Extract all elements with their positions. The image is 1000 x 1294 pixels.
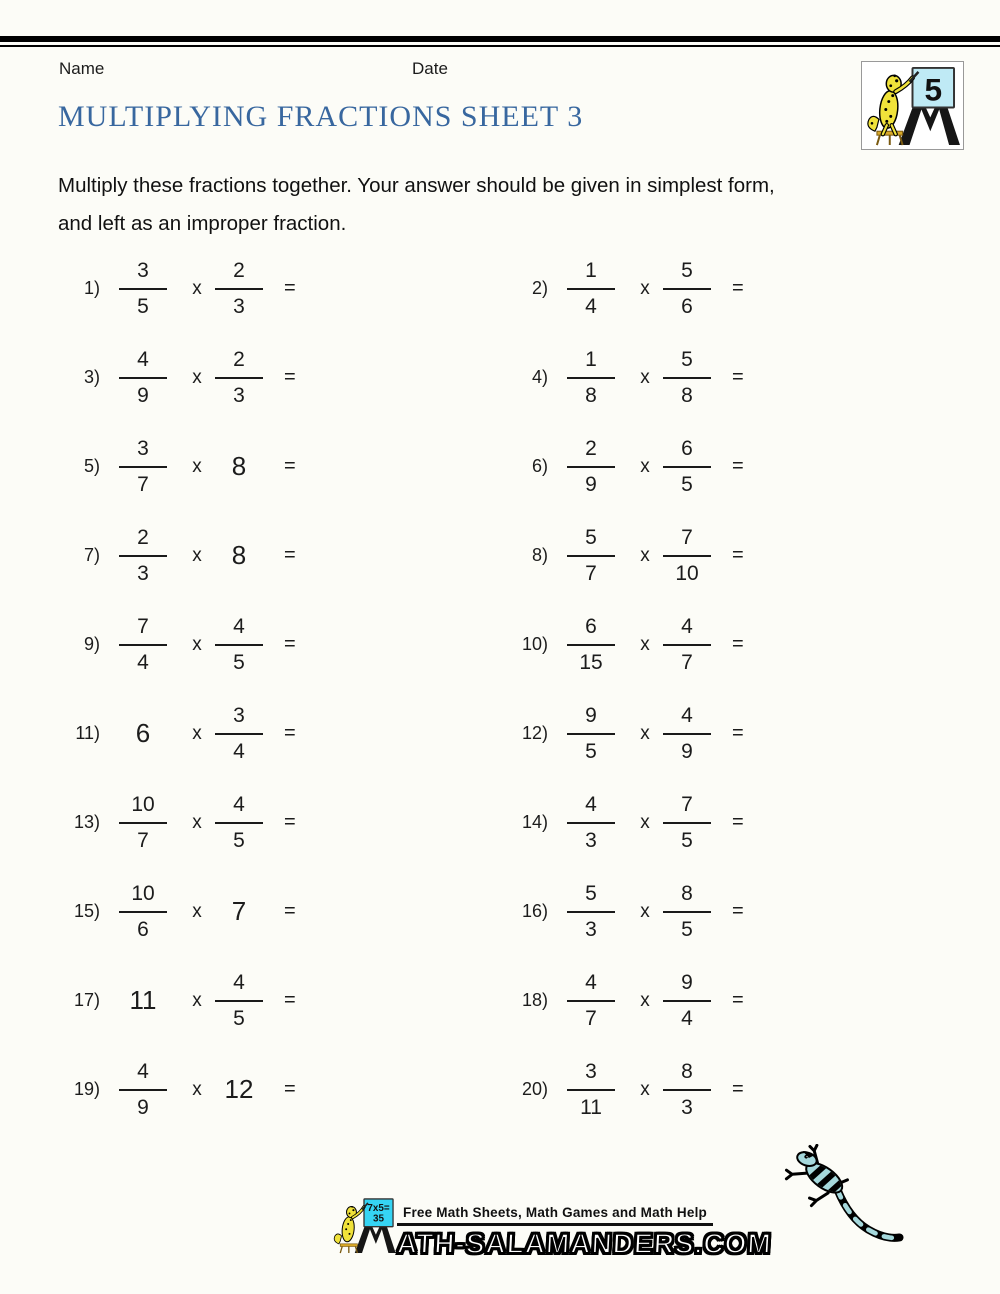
numerator: 4 bbox=[567, 793, 615, 824]
fraction-stack bbox=[215, 971, 263, 1031]
problem-row bbox=[56, 689, 446, 778]
fraction bbox=[548, 971, 634, 1031]
whole-number bbox=[100, 718, 186, 749]
salamander-body bbox=[878, 90, 900, 129]
fraction-stack bbox=[119, 259, 167, 319]
fraction-stack bbox=[215, 615, 263, 675]
header-logo bbox=[861, 61, 964, 150]
numerator: 4 bbox=[119, 348, 167, 379]
problem-number: 15) bbox=[73, 901, 100, 921]
times-operator: x bbox=[192, 455, 202, 477]
fraction bbox=[656, 437, 718, 497]
times-operator: x bbox=[192, 722, 202, 744]
numerator: 1 bbox=[567, 348, 615, 379]
denominator: 5 bbox=[681, 917, 693, 941]
equals-sign: = bbox=[732, 722, 744, 744]
fraction-stack bbox=[663, 259, 711, 319]
fraction bbox=[656, 882, 718, 942]
name-label: Name bbox=[59, 59, 105, 78]
fraction bbox=[656, 259, 718, 319]
numerator: 5 bbox=[663, 348, 711, 379]
footer-divider bbox=[397, 1223, 713, 1226]
problem-row bbox=[504, 422, 894, 511]
footer-salamander-eye bbox=[352, 1209, 354, 1211]
denominator: 3 bbox=[585, 828, 597, 852]
problem-number: 17) bbox=[73, 990, 100, 1010]
problem-row bbox=[504, 1045, 894, 1134]
fraction-stack bbox=[567, 793, 615, 853]
numerator: 5 bbox=[567, 882, 615, 913]
times-operator: x bbox=[640, 544, 650, 566]
equals-sign: = bbox=[732, 1078, 744, 1100]
problem-number: 13) bbox=[73, 812, 100, 832]
fraction-stack bbox=[215, 793, 263, 853]
denominator: 4 bbox=[137, 650, 149, 674]
equals-sign: = bbox=[732, 366, 744, 388]
equals-sign: = bbox=[284, 811, 296, 833]
times-operator: x bbox=[192, 633, 202, 655]
whole-value: 8 bbox=[231, 451, 247, 481]
footer-stool-legs bbox=[340, 1246, 357, 1253]
denominator: 10 bbox=[675, 561, 699, 585]
fraction-stack bbox=[119, 348, 167, 408]
problem-row bbox=[56, 333, 446, 422]
times-operator: x bbox=[640, 900, 650, 922]
denominator: 7 bbox=[585, 1006, 597, 1030]
footer-salamander-tail bbox=[334, 1234, 341, 1244]
problem-number: 19) bbox=[73, 1079, 100, 1099]
numerator: 4 bbox=[663, 615, 711, 646]
problem-row bbox=[56, 867, 446, 956]
fraction bbox=[548, 704, 634, 764]
fraction-stack bbox=[663, 526, 711, 586]
whole-number bbox=[208, 540, 270, 571]
fraction-stack bbox=[663, 615, 711, 675]
equals-sign: = bbox=[284, 633, 296, 655]
equals-sign: = bbox=[284, 544, 296, 566]
numerator: 6 bbox=[663, 437, 711, 468]
denominator: 5 bbox=[233, 650, 245, 674]
numerator: 7 bbox=[663, 526, 711, 557]
footer-tagline: Free Math Sheets, Math Games and Math Help bbox=[403, 1205, 707, 1220]
problems-right-column bbox=[504, 244, 894, 1134]
lizard-icon bbox=[780, 1144, 932, 1244]
fraction bbox=[548, 1060, 634, 1120]
fraction bbox=[208, 348, 270, 408]
fraction-stack bbox=[119, 882, 167, 942]
problem-number: 14) bbox=[521, 812, 548, 832]
top-rule-thin bbox=[0, 45, 1000, 47]
numerator: 7 bbox=[663, 793, 711, 824]
fraction-stack bbox=[663, 437, 711, 497]
problem-row bbox=[504, 689, 894, 778]
times-operator: x bbox=[640, 277, 650, 299]
problem-number: 3) bbox=[83, 367, 100, 387]
denominator: 9 bbox=[137, 383, 149, 407]
fraction bbox=[100, 882, 186, 942]
lizard-illustration bbox=[780, 1144, 932, 1249]
times-operator: x bbox=[192, 900, 202, 922]
denominator: 3 bbox=[681, 1095, 693, 1119]
fraction-stack bbox=[119, 526, 167, 586]
fraction bbox=[656, 793, 718, 853]
equals-sign: = bbox=[732, 989, 744, 1011]
numerator: 2 bbox=[567, 437, 615, 468]
whole-value: 6 bbox=[135, 718, 151, 748]
fraction bbox=[548, 259, 634, 319]
problem-row bbox=[56, 778, 446, 867]
denominator: 4 bbox=[681, 1006, 693, 1030]
fraction bbox=[656, 348, 718, 408]
fraction bbox=[208, 259, 270, 319]
denominator: 3 bbox=[585, 917, 597, 941]
numerator: 2 bbox=[215, 259, 263, 290]
fraction bbox=[100, 526, 186, 586]
fraction-stack bbox=[119, 615, 167, 675]
denominator: 11 bbox=[580, 1095, 602, 1119]
denominator: 7 bbox=[585, 561, 597, 585]
equals-sign: = bbox=[284, 366, 296, 388]
fraction bbox=[100, 1060, 186, 1120]
numerator: 5 bbox=[567, 526, 615, 557]
date-label: Date bbox=[412, 59, 448, 78]
problem-number: 9) bbox=[83, 634, 100, 654]
footer-card-line-2: 35 bbox=[373, 1213, 385, 1225]
times-operator: x bbox=[192, 544, 202, 566]
equals-sign: = bbox=[284, 455, 296, 477]
footer-salamander-logo-icon bbox=[331, 1196, 397, 1256]
lizard-tail-bands bbox=[829, 1190, 900, 1244]
fraction-stack bbox=[215, 704, 263, 764]
problem-number: 16) bbox=[521, 901, 548, 921]
denominator: 5 bbox=[137, 294, 149, 318]
fraction bbox=[656, 704, 718, 764]
footer-logo bbox=[331, 1196, 397, 1261]
page-title: MULTIPLYING FRACTIONS SHEET 3 bbox=[58, 100, 584, 133]
problem-number: 7) bbox=[83, 545, 100, 565]
instructions-line-2: and left as an improper fraction. bbox=[58, 212, 347, 235]
fraction-stack bbox=[119, 793, 167, 853]
problem-number: 8) bbox=[531, 545, 548, 565]
fraction bbox=[208, 971, 270, 1031]
numerator: 4 bbox=[119, 1060, 167, 1091]
problem-number: 18) bbox=[521, 990, 548, 1010]
fraction bbox=[208, 793, 270, 853]
denominator: 5 bbox=[585, 739, 597, 763]
equals-sign: = bbox=[284, 989, 296, 1011]
denominator: 9 bbox=[585, 472, 597, 496]
equals-sign: = bbox=[732, 811, 744, 833]
top-rule-thick bbox=[0, 36, 1000, 42]
denominator: 9 bbox=[681, 739, 693, 763]
times-operator: x bbox=[192, 277, 202, 299]
fraction-stack bbox=[567, 615, 615, 675]
numerator: 4 bbox=[663, 704, 711, 735]
fraction bbox=[100, 348, 186, 408]
fraction-stack bbox=[215, 259, 263, 319]
fraction bbox=[656, 526, 718, 586]
denominator: 4 bbox=[585, 294, 597, 318]
problem-row bbox=[504, 600, 894, 689]
denominator: 7 bbox=[137, 828, 149, 852]
denominator: 7 bbox=[681, 650, 693, 674]
fraction-stack bbox=[663, 1060, 711, 1120]
whole-number bbox=[208, 1074, 270, 1105]
numerator: 9 bbox=[663, 971, 711, 1002]
denominator: 5 bbox=[233, 1006, 245, 1030]
salamander-logo-icon bbox=[862, 62, 963, 149]
times-operator: x bbox=[640, 455, 650, 477]
fraction bbox=[548, 348, 634, 408]
numerator: 8 bbox=[663, 1060, 711, 1091]
fraction bbox=[100, 259, 186, 319]
problem-number: 10) bbox=[521, 634, 548, 654]
problem-row bbox=[504, 867, 894, 956]
whole-value: 12 bbox=[224, 1074, 254, 1104]
numerator: 3 bbox=[119, 437, 167, 468]
fraction bbox=[548, 526, 634, 586]
times-operator: x bbox=[192, 989, 202, 1011]
denominator: 3 bbox=[137, 561, 149, 585]
fraction-stack bbox=[119, 1060, 167, 1120]
numerator: 8 bbox=[663, 882, 711, 913]
denominator: 3 bbox=[233, 383, 245, 407]
numerator: 3 bbox=[215, 704, 263, 735]
equals-sign: = bbox=[284, 1078, 296, 1100]
times-operator: x bbox=[640, 366, 650, 388]
fraction bbox=[656, 971, 718, 1031]
problem-number: 6) bbox=[531, 456, 548, 476]
problem-number: 2) bbox=[531, 278, 548, 298]
fraction bbox=[100, 615, 186, 675]
denominator: 6 bbox=[137, 917, 149, 941]
problem-row bbox=[504, 511, 894, 600]
fraction-stack bbox=[119, 437, 167, 497]
problem-number: 4) bbox=[531, 367, 548, 387]
fraction bbox=[100, 793, 186, 853]
footer-salamander-body bbox=[341, 1216, 355, 1242]
salamander-tail bbox=[868, 116, 879, 131]
problem-row bbox=[504, 333, 894, 422]
fraction bbox=[548, 882, 634, 942]
times-operator: x bbox=[640, 633, 650, 655]
card-number: 5 bbox=[924, 71, 943, 108]
denominator: 3 bbox=[233, 294, 245, 318]
whole-value: 8 bbox=[231, 540, 247, 570]
problem-number: 11) bbox=[75, 723, 100, 743]
fraction bbox=[548, 437, 634, 497]
fraction-stack bbox=[567, 704, 615, 764]
footer-card-line-1: 7x5= bbox=[367, 1202, 390, 1214]
fraction-stack bbox=[663, 793, 711, 853]
denominator: 8 bbox=[681, 383, 693, 407]
problem-row bbox=[56, 956, 446, 1045]
times-operator: x bbox=[192, 811, 202, 833]
equals-sign: = bbox=[732, 544, 744, 566]
fraction-stack bbox=[567, 526, 615, 586]
problems-left-column bbox=[56, 244, 446, 1134]
fraction-stack bbox=[663, 348, 711, 408]
salamander-eye bbox=[895, 79, 898, 82]
whole-value: 7 bbox=[231, 896, 247, 926]
equals-sign: = bbox=[284, 277, 296, 299]
numerator: 3 bbox=[119, 259, 167, 290]
times-operator: x bbox=[640, 989, 650, 1011]
equals-sign: = bbox=[284, 722, 296, 744]
times-operator: x bbox=[192, 366, 202, 388]
problem-number: 1) bbox=[83, 278, 100, 298]
instructions-line-1: Multiply these fractions together. Your answer should be given in simplest form, bbox=[58, 174, 775, 197]
problem-number: 20) bbox=[521, 1079, 548, 1099]
numerator: 4 bbox=[215, 793, 263, 824]
equals-sign: = bbox=[732, 633, 744, 655]
numerator: 2 bbox=[119, 526, 167, 557]
fraction-stack bbox=[567, 882, 615, 942]
fraction-stack bbox=[567, 259, 615, 319]
numerator: 4 bbox=[215, 971, 263, 1002]
times-operator: x bbox=[192, 1078, 202, 1100]
problem-number: 12) bbox=[521, 723, 548, 743]
problem-row bbox=[56, 511, 446, 600]
times-operator: x bbox=[640, 722, 650, 744]
fraction bbox=[548, 793, 634, 853]
numerator: 1 bbox=[567, 259, 615, 290]
problem-row bbox=[56, 244, 446, 333]
fraction bbox=[656, 615, 718, 675]
footer-wordmark: ATH-SALAMANDERS.COM bbox=[396, 1228, 773, 1259]
whole-value: 11 bbox=[129, 985, 157, 1015]
fraction bbox=[208, 704, 270, 764]
whole-number bbox=[100, 985, 186, 1016]
footer-stool bbox=[340, 1244, 357, 1247]
denominator: 5 bbox=[681, 828, 693, 852]
problem-row bbox=[504, 778, 894, 867]
fraction-stack bbox=[663, 704, 711, 764]
numerator: 6 bbox=[567, 615, 615, 646]
numerator: 4 bbox=[567, 971, 615, 1002]
numerator: 5 bbox=[663, 259, 711, 290]
times-operator: x bbox=[640, 811, 650, 833]
numerator: 9 bbox=[567, 704, 615, 735]
fraction-stack bbox=[567, 971, 615, 1031]
numerator: 10 bbox=[119, 793, 167, 824]
footer-text-block bbox=[396, 1205, 773, 1260]
denominator: 7 bbox=[137, 472, 149, 496]
problem-row bbox=[56, 1045, 446, 1134]
times-operator: x bbox=[640, 1078, 650, 1100]
stool-legs bbox=[877, 135, 903, 145]
equals-sign: = bbox=[284, 900, 296, 922]
problem-row bbox=[504, 956, 894, 1045]
numerator: 7 bbox=[119, 615, 167, 646]
problem-number: 5) bbox=[83, 456, 100, 476]
whole-number bbox=[208, 896, 270, 927]
problem-row bbox=[56, 422, 446, 511]
equals-sign: = bbox=[732, 900, 744, 922]
fraction-stack bbox=[663, 882, 711, 942]
instructions bbox=[58, 167, 958, 243]
equals-sign: = bbox=[732, 455, 744, 477]
problem-row bbox=[56, 600, 446, 689]
fraction-stack bbox=[663, 971, 711, 1031]
denominator: 8 bbox=[585, 383, 597, 407]
denominator: 5 bbox=[233, 828, 245, 852]
denominator: 4 bbox=[233, 739, 245, 763]
fraction-stack bbox=[567, 1060, 615, 1120]
fraction-stack bbox=[215, 348, 263, 408]
numerator: 10 bbox=[119, 882, 167, 913]
fraction bbox=[548, 615, 634, 675]
fraction-stack bbox=[567, 437, 615, 497]
denominator: 15 bbox=[579, 650, 603, 674]
denominator: 6 bbox=[681, 294, 693, 318]
fraction bbox=[100, 437, 186, 497]
whole-number bbox=[208, 451, 270, 482]
fraction bbox=[208, 615, 270, 675]
fraction-stack bbox=[567, 348, 615, 408]
numerator: 2 bbox=[215, 348, 263, 379]
denominator: 9 bbox=[137, 1095, 149, 1119]
equals-sign: = bbox=[732, 277, 744, 299]
numerator: 3 bbox=[567, 1060, 615, 1091]
problem-row bbox=[504, 244, 894, 333]
denominator: 5 bbox=[681, 472, 693, 496]
numerator: 4 bbox=[215, 615, 263, 646]
fraction bbox=[656, 1060, 718, 1120]
